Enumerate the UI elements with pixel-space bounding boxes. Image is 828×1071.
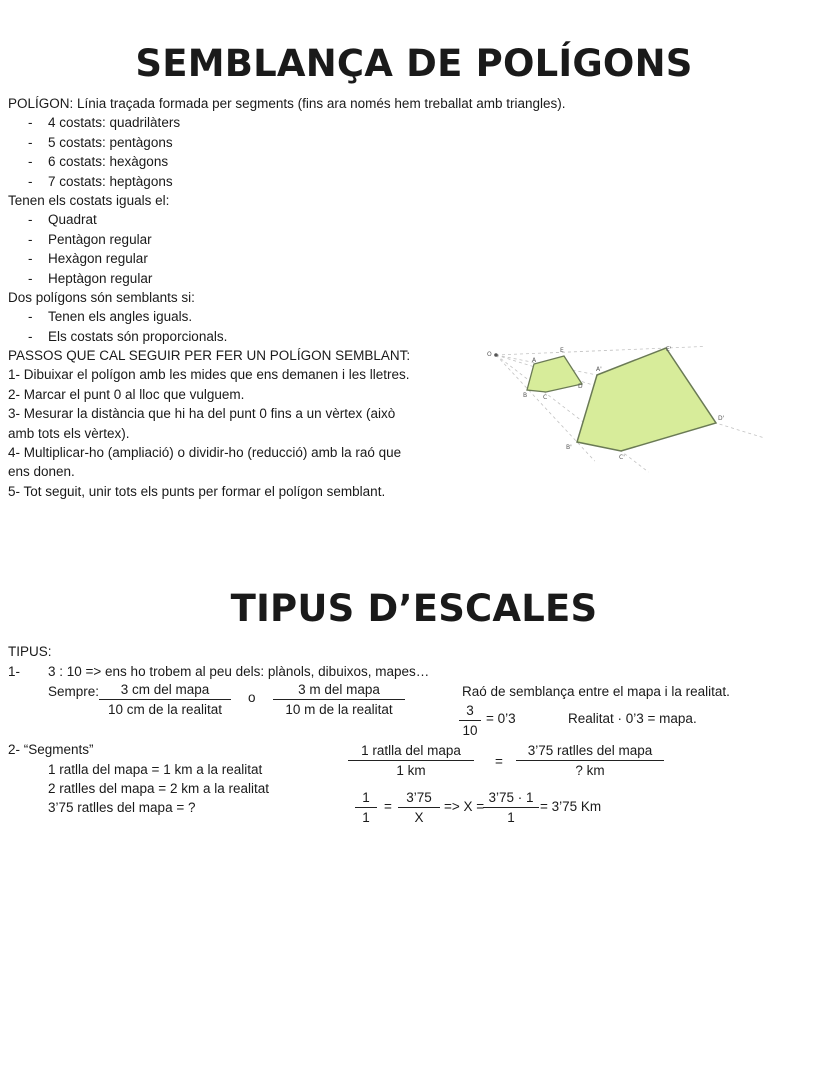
steps-heading: PASSOS QUE CAL SEGUIR PER FER UN POLÍGON SEMBLANT: [8,348,411,364]
list-item: - Tenen els angles iguals. [28,309,193,325]
scale-fraction-cm: 3 cm del mapa 10 cm de la realitat [99,682,231,717]
vertex-label: A [532,357,537,364]
origin-label: O [487,351,492,358]
ratio-description: Raó de semblança entre el mapa i la realitat. [462,684,730,699]
list-item: - Hexàgon regular [28,251,148,267]
list-item: - 5 costats: pentàgons [28,134,173,150]
item1-text: 3 : 10 => ens ho trobem al peu dels: plànols, dibuixos, mapes… [48,664,430,679]
or-word: o [248,690,256,705]
projection-ray [496,347,703,356]
polygon-definition: POLÍGON: Línia traçada formada per segments (fins ara només hem treballat amb triangles). [8,96,566,111]
vertex-label: B [523,392,528,399]
calc-arrow: => X = [444,799,485,814]
step-line: 5- Tot seguit, unir tots els punts per formar el polígon semblant. [8,483,386,499]
similar-polygons-figure [484,340,768,480]
calc-result: = 3’75 Km [540,799,602,814]
list-item: - Els costats són proporcionals. [28,328,228,344]
section1-title: SEMBLANÇA DE POLÍGONS [135,42,693,85]
list-item: - 4 costats: quadrilàters [28,115,181,131]
list-item: - 7 costats: heptàgons [28,173,173,189]
list-item: - Pentàgon regular [28,231,152,247]
equal-sides-heading: Tenen els costats iguals el: [8,192,170,208]
realitat-formula: Realitat · 0’3 = mapa. [568,711,697,726]
step-line: 1- Dibuixar el polígon amb les mides que ens demanen i les lletres. [8,367,410,383]
step-line: amb tots els vèrtex). [8,425,130,441]
step-line: 4- Multiplicar-ho (ampliació) o dividir-ho (reducció) amb la raó que [8,445,402,461]
sempre-label: Sempre: [48,684,100,699]
vertex-label: A' [596,366,602,373]
calc-fraction-3: $\frac{3’75 \cdot 1}{1}$ [483,790,539,825]
item2-label: 2- “Segments” [8,742,94,757]
step-line: 2- Marcar el punt 0 al lloc que vulguem. [8,386,245,402]
calc-fraction-1: $\frac{1}{1}$ [355,790,377,825]
vertex-label: D [578,383,583,390]
list-item: - 6 costats: hexàgons [28,154,169,170]
enlarged-polygon [577,348,716,451]
segment-line: 1 ratlla del mapa = 1 km a la realitat [48,762,263,777]
origin-point [494,353,498,357]
vertex-label: E' [666,346,672,353]
section1-text [8,94,566,501]
step-line: ens donen. [8,464,75,480]
vertex-label: D' [718,415,725,422]
similar-heading: Dos polígons són semblants si: [8,289,195,305]
item1-number: 1- [8,664,21,679]
list-item: - Quadrat [28,212,97,228]
ratio-fraction: $\frac{3}{10}$ [459,703,481,738]
vertex-label: E [560,347,564,354]
proportion-fraction-b: 3’75 ratlles del mapa ? km [516,743,664,778]
segment-line: 3’75 ratlles del mapa = ? [48,800,196,815]
tipus-label: TIPUS: [8,644,52,659]
vertex-label: C' [619,454,625,461]
section2-title: TIPUS D’ESCALES [230,587,598,630]
calc-fraction-2: $\frac{3’75}{X}$ [398,790,440,825]
vertex-label: B' [566,444,572,451]
list-item: - Heptàgon regular [28,270,153,286]
calc-equals: = [384,799,392,814]
scale-fraction-m: 3 m del mapa 10 m de la realitat [273,682,405,717]
ratio-value: = 0’3 [486,711,516,726]
step-line: 3- Mesurar la distància que hi ha del punt 0 fins a un vèrtex (això [8,406,396,422]
proportion-equals: = [495,754,503,769]
proportion-fraction-a: 1 ratlla del mapa 1 km [348,743,474,778]
vertex-label: C [543,394,548,401]
segment-line: 2 ratlles del mapa = 2 km a la realitat [48,781,269,796]
